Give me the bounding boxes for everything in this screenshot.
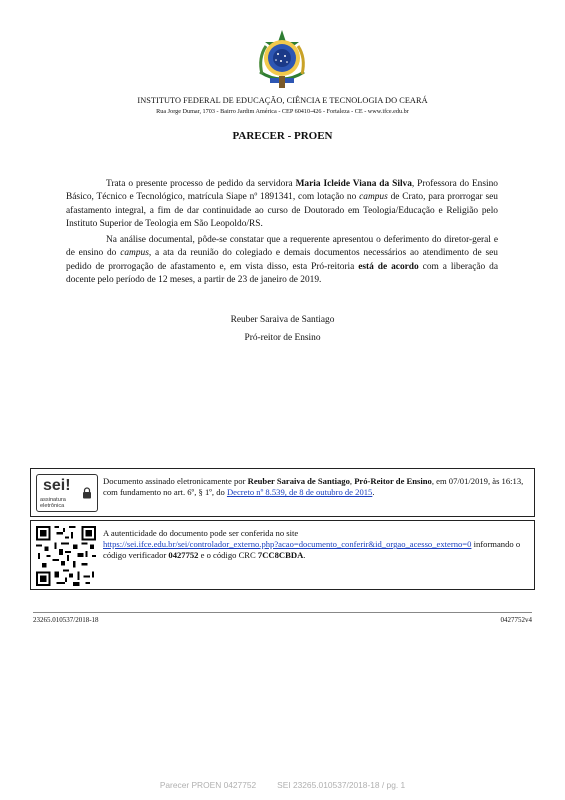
- sig-text-a: Documento assinado eletronicamente por: [103, 476, 248, 486]
- sig-role: Pró-Reitor de Ensino: [354, 476, 432, 486]
- p1-text-b: , Professora do Ensino Básico, Técnico e Tecnológico, matrícula Siape nº 1891341, com lotação no: [66, 179, 498, 203]
- verify-line1: A autenticidade do documento pode ser conferida no site: [103, 528, 299, 538]
- p2-text-a: Na análise documental, pôde-se constatar que a requerente apresentou o deferimento do diretor-geral e de ensino do: [66, 235, 498, 259]
- verification-text: [103, 528, 531, 562]
- decree-link[interactable]: Decreto nº 8.539, de 8 de outubro de 2015: [226, 487, 373, 498]
- approval-phrase: está de acordo: [358, 261, 419, 272]
- signer-role: Pró-reitor de Ensino: [244, 333, 321, 343]
- sig-sep: ,: [349, 476, 355, 486]
- qr-code-icon: [36, 526, 96, 586]
- p1-text-a: Trata o presente processo de pedido da servidora: [106, 179, 296, 189]
- verification-box: [30, 520, 535, 590]
- signature-text: [103, 476, 531, 498]
- sig-text-b: , em 07/01/2019, às 16:13, com fundamento no art. 6º, § 1º, do: [103, 476, 524, 498]
- servant-name: Maria Icleide Viana da Silva: [295, 179, 412, 189]
- crc-code: 7CC8CBDA: [257, 550, 304, 561]
- seal-sub-line1: assinatura: [40, 497, 66, 503]
- coat-of-arms-icon: [252, 28, 312, 90]
- document-version: 0427752v4: [500, 616, 532, 624]
- signer-name: Reuber Saraiva de Santiago: [230, 315, 335, 325]
- p2-text-c: com a liberação da docente pelo período de 12 meses, a partir de 23 de janeiro de 2019.: [66, 261, 498, 286]
- institution-address: Rua Jorge Dumar, 1703 - Bairro Jardim América - CEP 60410-426 - Fortaleza - CE - www.ifce.edu.br: [156, 108, 409, 115]
- verifier-code: 0427752: [168, 550, 199, 561]
- document-title: PARECER - PROEN: [232, 130, 333, 142]
- electronic-signature-box: [30, 468, 535, 517]
- sig-end: .: [372, 487, 375, 498]
- seal-subtitle: [40, 497, 66, 509]
- seal-sub-line2: eletrônica: [40, 503, 65, 509]
- verify-text-b: informando o código verificador: [103, 539, 521, 561]
- sei-logo: sei!: [43, 477, 71, 494]
- page-watermark: Parecer PROEN 0427752 SEI 23265.010537/2018-18 / pg. 1: [159, 780, 406, 790]
- paragraph-2: [66, 234, 498, 288]
- verification-url-link[interactable]: https://sei.ifce.edu.br/sei/controlador_externo.php?acao=documento_conferir&id_orgao_acesso_externo=0: [103, 539, 472, 550]
- p2-text-b: , a ata da reunião do colegiado e demais documentos necessários ao atendimento de seu pedido de prorrogação de afastamento e, em vista disso, esta Pró-reitoria: [66, 248, 498, 272]
- process-number: 23265.010537/2018-18: [33, 616, 99, 624]
- sei-signature-seal: [36, 474, 98, 512]
- lock-icon: [82, 487, 92, 499]
- footer-divider: [33, 612, 532, 613]
- p2-campus: campus: [120, 248, 149, 259]
- p1-campus: campus: [359, 192, 388, 203]
- paragraph-1: [66, 178, 498, 232]
- sig-signer: Reuber Saraiva de Santiago: [247, 476, 350, 486]
- verify-text-c: e o código CRC: [198, 550, 258, 561]
- p1-text-c: de Crato, para prorrogar seu afastamento integral, a fim de dar continuidade ao curso de Doutorado em Teologia/Educação e Religião pelo Instituto Superior de Teologia em São Leopoldo/RS.: [66, 192, 498, 230]
- verify-end: .: [303, 550, 306, 561]
- institution-name: INSTITUTO FEDERAL DE EDUCAÇÃO, CIÊNCIA E TECNOLOGIA DO CEARÁ: [137, 96, 428, 105]
